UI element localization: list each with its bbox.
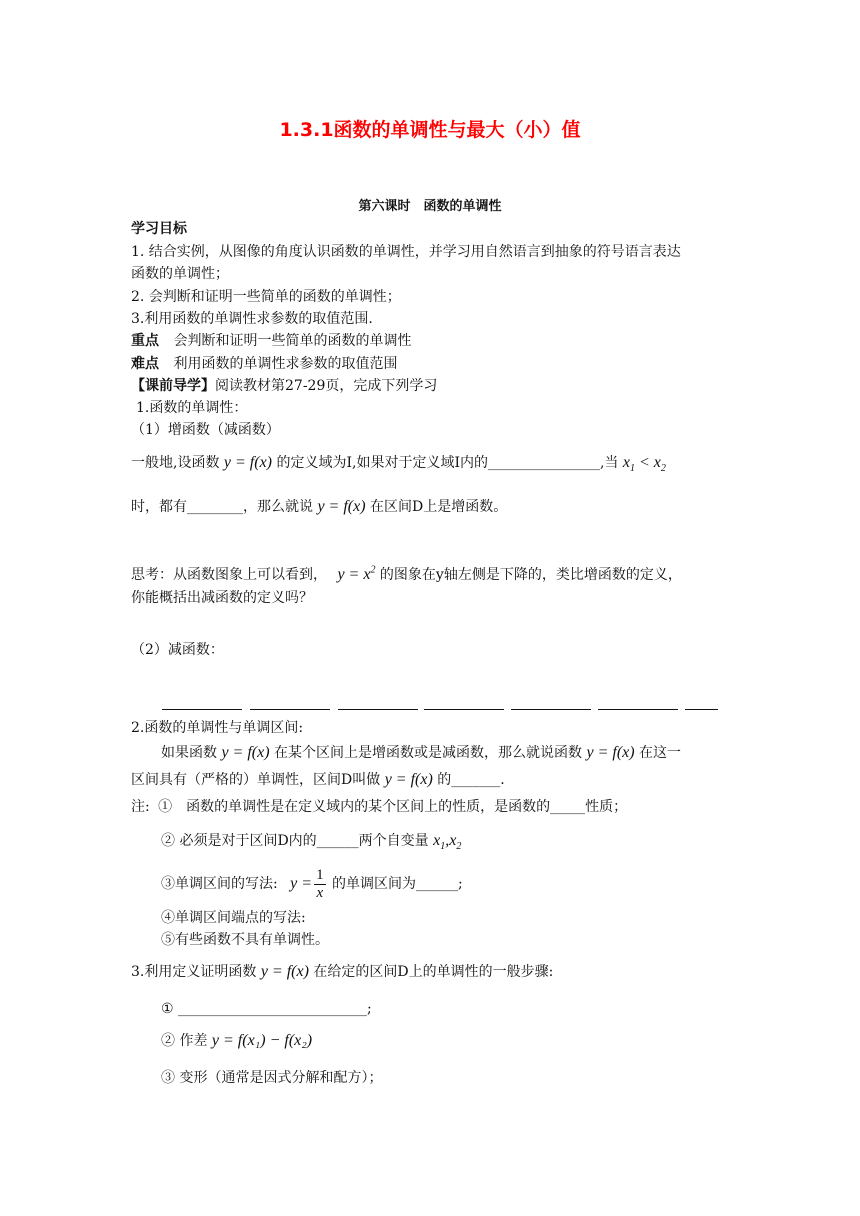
blank-segment <box>511 709 591 710</box>
def2-text-b: 在区间D上是增函数。 <box>370 499 508 515</box>
math-y-fx-3: y = f(x) <box>221 744 270 761</box>
goal-line-1: 1. 结合实例，从图像的角度认识函数的单调性，并学习用自然语言到抽象的符号语言表达 <box>131 244 681 260</box>
think-line-2: 你能概括出减函数的定义吗？ <box>131 590 313 606</box>
think-text-b: 的图象在y轴左侧是下降的，类比增函数的定义， <box>379 567 682 583</box>
section2-para-line-1 <box>161 743 681 763</box>
section1-sub1: （1）增函数（减函数） <box>131 422 280 438</box>
preview-line <box>131 376 437 396</box>
def2-text-a: 时，都有________，那么就说 <box>131 499 313 515</box>
note-label: 注: <box>131 799 150 815</box>
math-x1-x2: $x_1,x_2$ <box>433 832 462 853</box>
preview-text: 阅读教材第27-29页，完成下列学习 <box>215 378 438 394</box>
definition-line-1 <box>131 453 666 473</box>
step-1: ① ___________________________; <box>161 1001 372 1017</box>
preview-label: 【课前导学】 <box>131 378 215 394</box>
blank-segment <box>162 709 242 710</box>
s2-text-e: 的_______. <box>437 772 505 788</box>
math-difference: y = f(x₁) − f(x₂) <box>211 1032 313 1049</box>
math-y-fx: y = f(x) <box>223 454 273 471</box>
key-point <box>131 331 411 351</box>
section2-heading: 2.函数的单调性与单调区间: <box>131 720 304 736</box>
s3-text-b: 在给定的区间D上的单调性的一般步骤: <box>313 964 554 980</box>
section1-heading: 1.函数的单调性： <box>136 400 248 416</box>
note-4: ④单调区间端点的写法: <box>161 910 306 926</box>
math-y-fx-6: y = f(x) <box>260 963 309 980</box>
section2-para-line-2 <box>131 770 505 790</box>
s2-text-c: 在这一 <box>639 745 682 761</box>
step-2-line <box>161 1031 312 1051</box>
note-1: ① 函数的单调性是在定义域内的某个区间上的性质，是函数的_____性质； <box>158 799 628 815</box>
note-1-line <box>131 797 627 817</box>
fraction-numerator: 1 <box>316 866 324 883</box>
goal-line-2: 函数的单调性； <box>131 266 229 282</box>
key-text: 会判断和证明一些简单的函数的单调性 <box>173 333 412 349</box>
section3-line <box>131 962 553 982</box>
note-3: ③单调区间的写法: <box>161 876 278 892</box>
s2-text-b: 在某个区间上是增函数或是减函数，那么就说函数 <box>274 745 583 761</box>
goal-line-4: 3.利用函数的单调性求参数的取值范围. <box>131 311 373 327</box>
math-fraction-1-over-x <box>314 867 326 902</box>
math-y-fx-4: y = f(x) <box>586 744 635 761</box>
fraction-denominator: x <box>316 884 324 901</box>
def-text-a: 一般地,设函数 <box>131 455 220 471</box>
s3-text-a: 3.利用定义证明函数 <box>131 964 257 980</box>
difficulty-point <box>131 354 397 374</box>
math-y-fx-5: y = f(x) <box>384 771 433 788</box>
goals-heading: 学习目标 <box>131 221 187 237</box>
think-line-1 <box>131 565 682 585</box>
step-2: ② 作差 <box>161 1033 208 1049</box>
def-text-b: 的定义域为I,如果对于定义域I内的________________,当 <box>276 455 619 471</box>
goal-line-3: 2. 会判断和证明一些简单的函数的单调性； <box>131 289 401 305</box>
math-y-eq: y = <box>290 875 313 892</box>
math-x1-lt-x2: $x_1 < x_2$ <box>622 454 666 475</box>
s2-text-d: 区间具有（严格的）单调性，区间D叫做 <box>131 772 381 788</box>
page-title: 1.3.1函数的单调性与最大（小）值 <box>279 119 581 141</box>
think-text-a: 思考：从函数图象上可以看到， <box>131 567 327 583</box>
key-label: 重点 <box>131 333 159 349</box>
answer-blank-lines <box>162 694 720 714</box>
note-5: ⑤有些函数不具有单调性。 <box>161 932 329 948</box>
note-3-line <box>161 866 463 902</box>
section1-sub2: （2）减函数： <box>131 642 224 658</box>
blank-segment <box>338 709 418 710</box>
note-3-b: 的单调区间为______; <box>332 876 463 892</box>
math-y-fx-2: y = f(x) <box>317 498 366 515</box>
note-2-line <box>161 831 461 851</box>
difficulty-text: 利用函数的单调性求参数的取值范围 <box>173 356 398 372</box>
step-3: ③ 变形（通常是因式分解和配方）； <box>161 1070 383 1086</box>
blank-segment <box>598 709 678 710</box>
blank-segment <box>424 709 504 710</box>
s2-text-a: 如果函数 <box>161 745 217 761</box>
definition-line-2 <box>131 497 507 517</box>
difficulty-label: 难点 <box>131 356 159 372</box>
note-2: ② 必须是对于区间D内的______两个自变量 <box>161 833 429 849</box>
math-y-x-squared: $y = x^2$ <box>337 564 376 583</box>
blank-segment <box>685 709 718 710</box>
lesson-subtitle: 第六课时 函数的单调性 <box>358 199 502 214</box>
blank-segment <box>250 709 330 710</box>
